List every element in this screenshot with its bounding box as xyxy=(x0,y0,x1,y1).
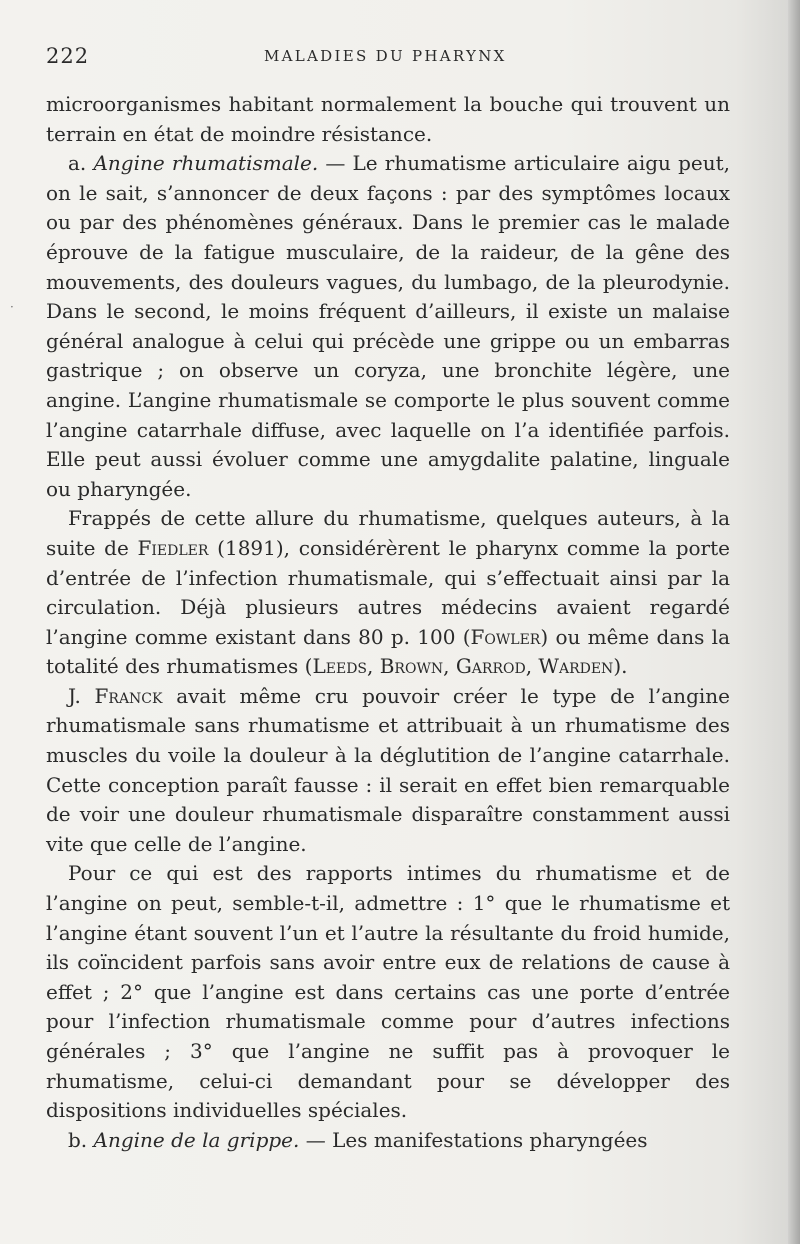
paragraph-text: J. xyxy=(68,683,95,708)
section-title: Angine de la grippe. xyxy=(93,1127,300,1152)
paragraph-rapports xyxy=(46,859,730,1125)
paragraph-angine-grippe xyxy=(46,1126,730,1156)
paragraph-text: microorganismes habitant normalement la bouche qui trouvent un terrain en état de moindre résistance. xyxy=(46,92,730,146)
page-number: 222 xyxy=(46,44,90,68)
running-head xyxy=(46,44,726,72)
author-name: Warden xyxy=(538,654,614,679)
page-body xyxy=(46,90,730,1155)
author-name: Franck xyxy=(94,683,163,708)
paragraph-fiedler xyxy=(46,504,730,682)
paragraph-text: , xyxy=(525,654,539,679)
author-name: Leeds xyxy=(312,654,368,679)
paragraph-text: , xyxy=(443,654,456,679)
paragraph-text: — Les manifestations pharyngées xyxy=(299,1127,648,1152)
paragraph-text: ). xyxy=(613,654,628,679)
section-label: b. xyxy=(68,1127,88,1152)
paragraph-text: , xyxy=(367,654,380,679)
paragraph-text: avait même cru pouvoir créer le type de l’angine rhumatismale sans rhumatisme et attribuait à un rhumatisme des muscles du voile la douleur à la déglutition de l’angine catarrhale. Cette conception paraît fausse : il serait en effet bien remarquable de voir une douleur rhumatismale disparaître constamment aussi vite que celle de l’angine. xyxy=(46,683,730,856)
margin-mark: · xyxy=(10,300,14,314)
paragraph-angine-rhumatismale xyxy=(46,149,730,504)
paragraph-text: Frappés de cette allure du rhumatisme, quelques auteurs, à la suite de xyxy=(46,506,730,560)
section-title: Angine rhumatismale. xyxy=(93,151,319,176)
paragraph-franck xyxy=(46,682,730,860)
paragraph-text: ) ou même dans la totalité des rhumatismes ( xyxy=(46,624,730,679)
paragraph-continuation xyxy=(46,90,730,149)
paragraph-text: — Le rhumatisme articulaire aigu peut, on le sait, s’annoncer de deux façons : par des symptômes locaux ou par des phénomènes généraux. Dans le premier cas le malade éprouve de la fatigue musculaire, de la raideur, de la gêne des mouvements, des douleurs vagues, du lumbago, de la pleurodynie. Dans le second, le moins fréquent d’ailleurs, il existe un malaise général analogue à celui qui précède une grippe ou un embarras gastrique ; on observe un coryza, une bronchite légère, une angine. L’angine rhumatismale se comporte le plus souvent comme l’angine catarrhale diffuse, avec laquelle on l’a identifiée parfois. Elle peut aussi évoluer comme une amygdalite palatine, linguale ou pharyngée. xyxy=(46,151,730,501)
author-name: Fiedler xyxy=(137,535,209,560)
running-title: MALADIES DU PHARYNX xyxy=(264,47,507,65)
section-label: a. xyxy=(68,151,87,176)
author-name: Fowler xyxy=(470,624,541,649)
author-name: Brown xyxy=(379,654,444,679)
paragraph-text: (1891), considérèrent le pharynx comme la porte d’entrée de l’infection rhumatismale, qui s’effectuait ainsi par la circulation. Déjà plusieurs autres médecins avaient regardé l’angine comme existant dans 80 p. 100 ( xyxy=(46,535,730,649)
author-name: Garrod xyxy=(455,654,526,679)
paragraph-text: Pour ce qui est des rapports intimes du rhumatisme et de l’angine on peut, semble-t-il, admettre : 1° que le rhumatisme et l’angine étant souvent l’un et l’autre la résultante du froid humide, ils coïncident parfois sans avoir entre eux de relations de cause à effet ; 2° que l’angine est dans certains cas une porte d’entrée pour l’infection rhumatismale comme pour d’autres infections générales ; 3° que l’angine ne suffit pas à provoquer le rhumatisme, celui-ci demandant pour se développer des dispositions individuelles spéciales. xyxy=(46,861,730,1123)
page-edge-shadow xyxy=(788,0,800,1244)
